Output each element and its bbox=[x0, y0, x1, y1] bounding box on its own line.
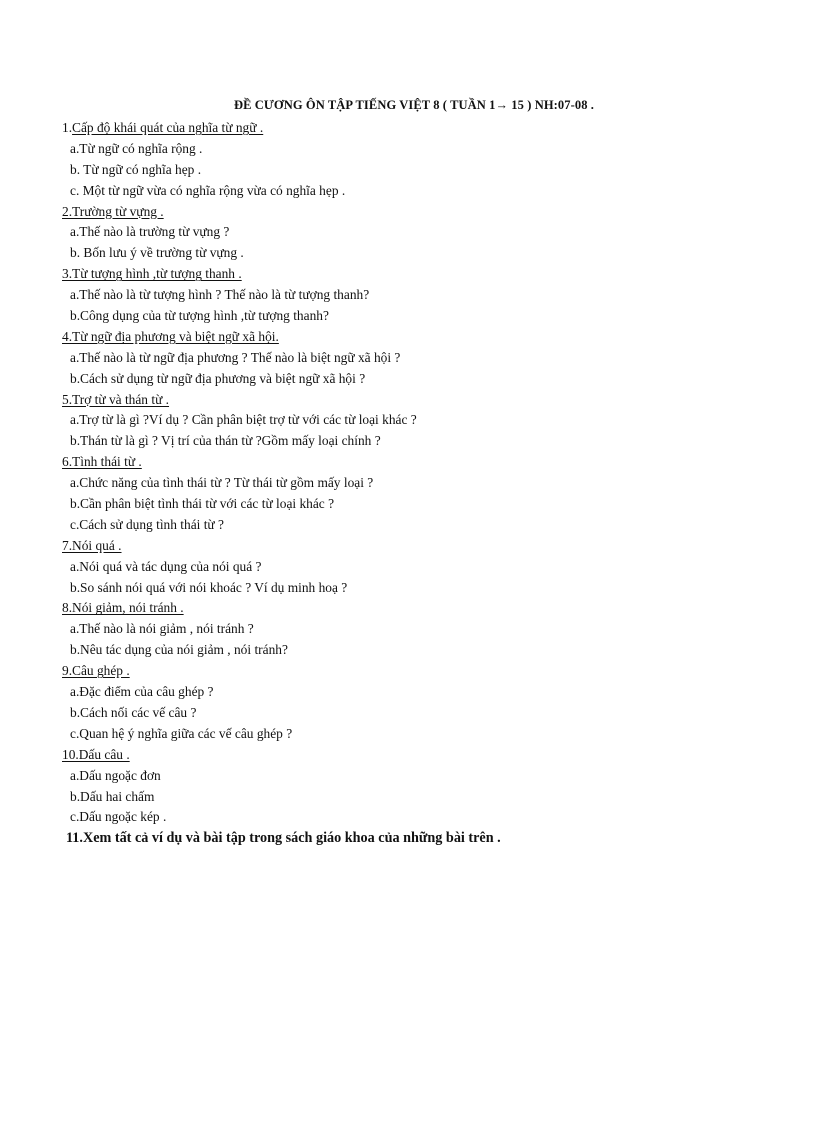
section-title-9: 9.Câu ghép . bbox=[62, 663, 130, 679]
section-6-item-c: c.Cách sử dụng tình thái từ ? bbox=[70, 516, 224, 532]
section-8-item-b: b.Nêu tác dụng của nói giảm , nói tránh? bbox=[70, 642, 288, 658]
section-9-item-c: c.Quan hệ ý nghĩa giữa các vế câu ghép ? bbox=[70, 725, 293, 741]
section-6-item-a: a.Chức năng của tình thái từ ? Từ thái từ gồm mấy loại ? bbox=[70, 475, 374, 491]
section-number-1: 1. bbox=[62, 120, 73, 135]
section-9-item-b: b.Cách nối các vế câu ? bbox=[70, 704, 197, 720]
section-4-item-a: a.Thế nào là từ ngữ địa phương ? Thế nào là biệt ngữ xã hội ? bbox=[70, 349, 401, 365]
section-1-item-a: a.Từ ngữ có nghĩa rộng . bbox=[70, 140, 203, 156]
section-1-item-c: c. Một từ ngữ vừa có nghĩa rộng vừa có nghĩa hẹp . bbox=[70, 182, 346, 198]
section-title-2: 2.Trường từ vựng . bbox=[62, 203, 164, 219]
section-heading-9 bbox=[62, 661, 762, 682]
section-2-item-a: a.Thế nào là trường từ vựng ? bbox=[70, 224, 230, 240]
section-heading-4 bbox=[62, 327, 762, 348]
section-title-6: 6.Tình thái từ . bbox=[62, 454, 142, 470]
section-title-3: 3.Từ tượng hình ,từ tượng thanh . bbox=[62, 266, 242, 282]
section-title-10: 10.Dấu câu . bbox=[62, 746, 130, 762]
section-6-item-b: b.Cần phân biệt tình thái từ với các từ loại khác ? bbox=[70, 496, 335, 512]
section-3-item-a: a.Thế nào là từ tượng hình ? Thế nào là từ tượng thanh? bbox=[70, 287, 370, 303]
section-10-item-a: a.Dấu ngoặc đơn bbox=[70, 767, 161, 783]
section-1-item-b: b. Từ ngữ có nghĩa hẹp . bbox=[70, 161, 202, 177]
section-4-item-b: b.Cách sử dụng từ ngữ địa phương và biệt ngữ xã hội ? bbox=[70, 370, 366, 386]
section-heading-8 bbox=[62, 598, 762, 619]
section-7-item-a: a.Nói quá và tác dụng của nói quá ? bbox=[70, 558, 262, 574]
section-3-item-b: b.Công dụng của từ tượng hình ,từ tượng thanh? bbox=[70, 308, 329, 324]
section-9-item-a: a.Đặc điểm của câu ghép ? bbox=[70, 684, 214, 700]
section-8-item-a: a.Thế nào là nói giảm , nói tránh ? bbox=[70, 621, 254, 637]
section-heading-7 bbox=[62, 536, 762, 557]
section-heading-6 bbox=[62, 452, 762, 473]
section-2-item-b: b. Bốn lưu ý về trường từ vựng . bbox=[70, 245, 244, 261]
section-heading-3 bbox=[62, 264, 762, 285]
document-title: ĐỀ CƯƠNG ÔN TẬP TIẾNG VIỆT 8 ( TUẦN 1→ 15 ) NH:07-08 . bbox=[233, 98, 595, 112]
section-title-7: 7.Nói quá . bbox=[62, 537, 122, 553]
section-title-4: 4.Từ ngữ địa phương và biệt ngữ xã hội. bbox=[62, 328, 279, 344]
section-heading-10 bbox=[62, 745, 762, 766]
section-10-item-b: b.Dấu hai chấm bbox=[70, 788, 155, 804]
section-heading-2 bbox=[62, 202, 762, 223]
section-5-item-a: a.Trợ từ là gì ?Ví dụ ? Cần phân biệt trợ từ với các từ loại khác ? bbox=[70, 412, 417, 428]
outline bbox=[62, 118, 762, 849]
section-heading-1 bbox=[62, 118, 762, 139]
section-heading-5 bbox=[62, 390, 762, 411]
section-title-1: Cấp độ khái quát của nghĩa từ ngữ . bbox=[72, 120, 264, 135]
section-5-item-b: b.Thán từ là gì ? Vị trí của thán từ ?Gồm mấy loại chính ? bbox=[70, 433, 381, 449]
section-10-item-c: c.Dấu ngoặc kép . bbox=[70, 809, 167, 825]
final-instruction: 11.Xem tất cả ví dụ và bài tập trong sách giáo khoa của những bài trên . bbox=[66, 830, 501, 847]
section-7-item-b: b.So sánh nói quá với nói khoác ? Ví dụ minh hoạ ? bbox=[70, 579, 348, 595]
section-title-8: 8.Nói giảm, nói tránh . bbox=[62, 600, 184, 616]
section-title-5: 5.Trợ từ và thán từ . bbox=[62, 391, 170, 407]
